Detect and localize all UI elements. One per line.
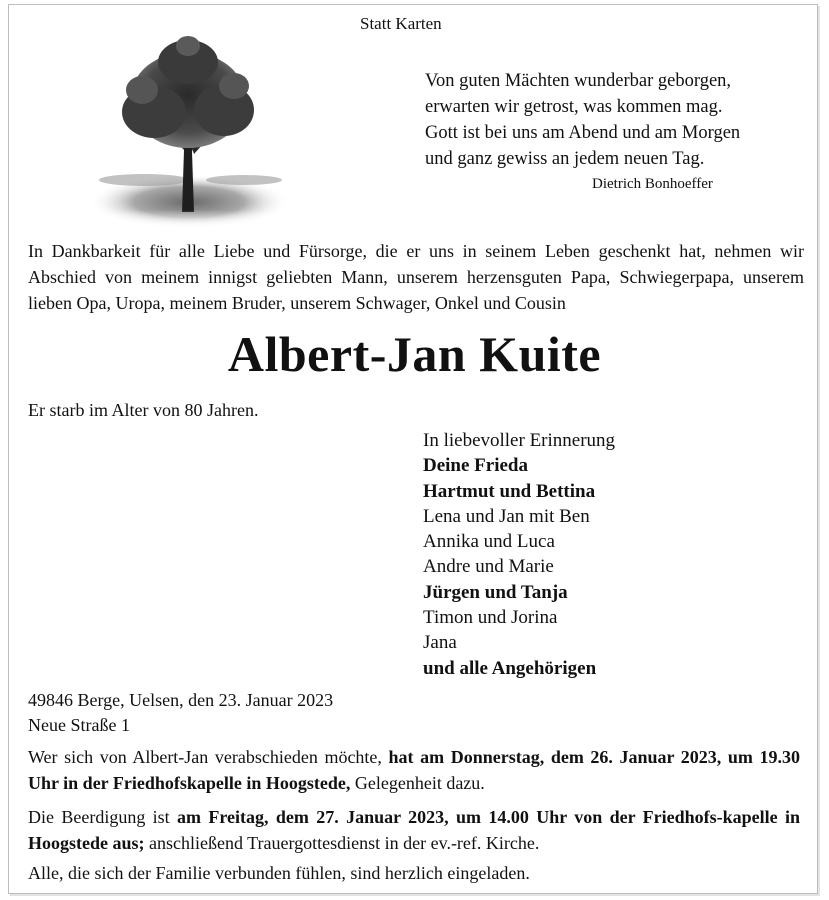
poem-line: Von guten Mächten wunderbar geborgen, <box>425 71 732 91</box>
deceased-name: Albert-Jan Kuite <box>227 326 602 382</box>
age-text: Er starb im Alter von 80 Jahren. <box>28 400 259 420</box>
funeral-details: am Freitag, dem 27. Januar 2023, um 14.00 Uhr von der Friedhofs-kapelle in Hoogstede aus; <box>28 807 800 853</box>
mourner-line: Annika und Luca <box>423 531 555 553</box>
funeral-end: anschließend Trauergottesdienst in der ev.-ref. Kirche. <box>144 833 540 853</box>
mourner-line: Lena und Jan mit Ben <box>423 505 590 527</box>
mourner-line: Jana <box>423 632 457 654</box>
mourner-line: Hartmut und Bettina <box>423 480 596 502</box>
mourners-heading: In liebevoller Erinnerung <box>423 430 616 451</box>
farewell-end: Gelegenheit dazu. <box>350 773 485 793</box>
header-note: Statt Karten <box>360 14 442 33</box>
funeral-start: Die Beerdigung ist <box>28 807 178 827</box>
poem-line: und ganz gewiss an jedem neuen Tag. <box>425 149 705 169</box>
farewell-paragraph <box>28 744 800 796</box>
address-block <box>28 688 333 738</box>
place-date: 49846 Berge, Uelsen, den 23. Januar 2023 <box>28 690 334 710</box>
mourners-list <box>423 428 615 681</box>
tree-icon <box>84 30 294 230</box>
farewell-start: Wer sich von Albert-Jan verabschieden möchte, <box>28 747 389 767</box>
poem-line: Gott ist bei uns am Abend und am Morgen <box>425 123 741 143</box>
closing-text: Alle, die sich der Familie verbunden fühlen, sind herzlich eingeladen. <box>28 863 530 883</box>
mourner-line: Andre und Marie <box>423 556 554 578</box>
funeral-paragraph <box>28 804 800 856</box>
mourner-line: Deine Frieda <box>423 455 529 477</box>
poem-line: erwarten wir getrost, was kommen mag. <box>425 97 723 117</box>
poem <box>425 68 740 172</box>
intro-text: In Dankbarkeit für alle Liebe und Fürsorge, die er uns in seinem Leben geschenkt hat, nehmen wir Abschied von meinem innigst geliebten Mann, unserem herzensguten Papa, Schwiegerpapa, unserem lieben Opa, Uropa, meinem Bruder, unserem Schwager, Onkel und Cousin <box>28 241 804 313</box>
mourner-line: Jürgen und Tanja <box>423 581 568 603</box>
street: Neue Straße 1 <box>28 715 130 735</box>
poem-author: Dietrich Bonhoeffer <box>592 176 713 192</box>
mourner-line: Timon und Jorina <box>423 607 558 629</box>
mourner-line: und alle Angehörigen <box>423 657 597 679</box>
farewell-details: hat am Donnerstag, dem 26. Januar 2023, um 19.30 Uhr in der Friedhofskapelle in Hoogstede, <box>28 747 800 793</box>
